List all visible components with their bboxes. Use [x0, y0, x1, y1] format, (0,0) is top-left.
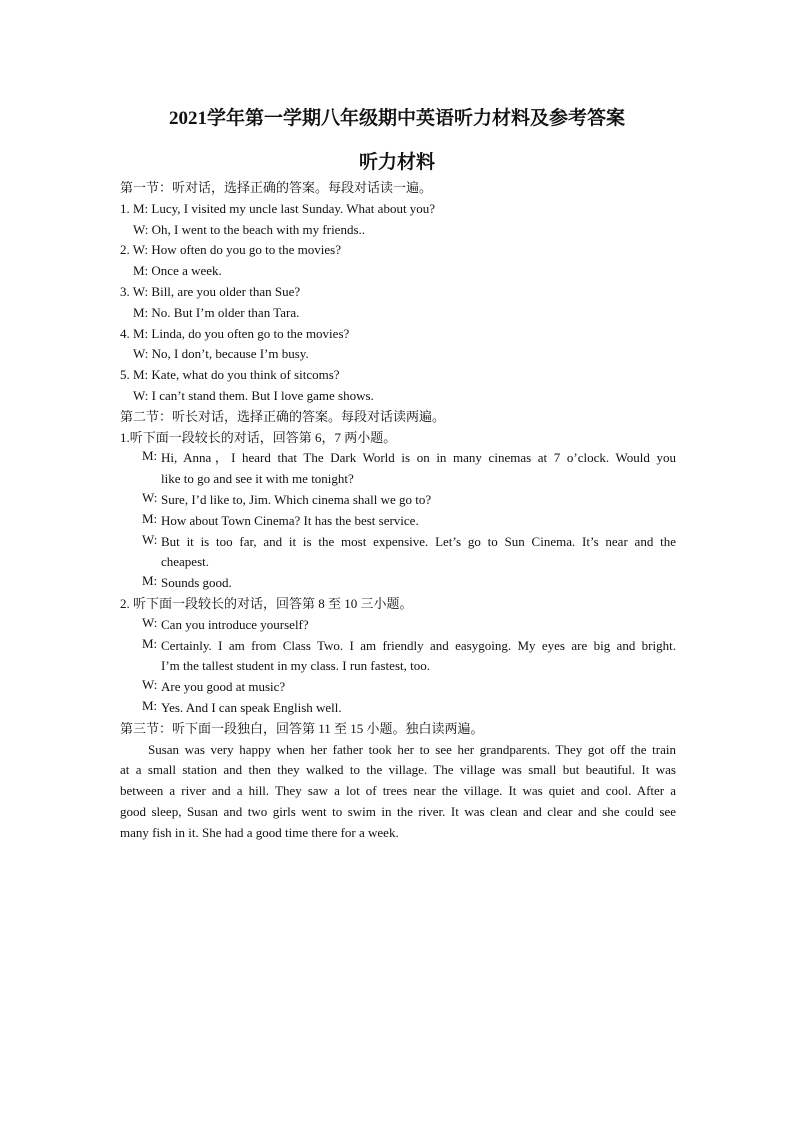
long-dialogue-2-line [120, 698, 676, 719]
dialogue-text: Sounds good. [161, 575, 232, 591]
long-dialogue-2-line [120, 677, 676, 698]
long-dialogue-1-line [120, 511, 676, 532]
section-1-heading: 第一节：听对话，选择正确的答案。每段对话读一遍。 [120, 180, 433, 195]
speaker-label: M: [142, 697, 158, 713]
dialogue-text: Certainly. I am from Class Two. I am friendly and easygoing. My eyes are big and bright. [161, 637, 676, 653]
dialogue-5-question: 5. M: Kate, what do you think of sitcoms? [120, 367, 340, 383]
long-dialogue-1-intro: 1.听下面一段较长的对话，回答第 6，7 两小题。 [120, 429, 397, 445]
speaker-label: M: [142, 573, 158, 589]
paragraph-line: between a river and a hill. They saw a lot of trees near the village. It was quiet and cool. After a [120, 783, 676, 799]
long-dialogue-2-line [120, 615, 676, 636]
speaker-label: W: [142, 677, 158, 693]
dialogue-1-question: 1. M: Lucy, I visited my uncle last Sunday. What about you? [120, 200, 436, 216]
monologue-paragraph [120, 740, 676, 844]
speaker-label: M: [142, 635, 158, 651]
dialogue-text: Can you introduce yourself? [161, 616, 309, 632]
section-2-heading: 第二节：听长对话，选择正确的答案。每段对话读两遍。 [120, 408, 446, 424]
dialogue-text-continued: I’m the tallest student in my class. I run fastest, too. [161, 658, 430, 674]
speaker-label: W: [142, 489, 158, 505]
speaker-label: W: [142, 531, 158, 547]
long-dialogue-2-line [120, 636, 676, 678]
document-body [120, 178, 676, 844]
dialogue-text: Yes. And I can speak English well. [161, 699, 342, 715]
document-subtitle: 听力材料 [358, 152, 435, 173]
dialogue-1-answer: W: Oh, I went to the beach with my friends.. [133, 221, 366, 237]
dialogue-text: But it is too far, and it is the most expensive. Let’s go to Sun Cinema. It’s near and the [161, 533, 676, 549]
long-dialogue-1-line [120, 490, 676, 511]
speaker-label: W: [142, 614, 158, 630]
dialogue-text: Sure, I’d like to, Jim. Which cinema shall we go to? [161, 491, 432, 507]
document-title: 2021学年第一学期八年级期中英语听力材料及参考答案 [168, 108, 625, 129]
dialogue-2-question: 2. W: How often do you go to the movies? [120, 242, 341, 258]
speaker-label: M: [142, 510, 158, 526]
dialogue-3-answer: M: No. But I’m older than Tara. [133, 304, 300, 320]
long-dialogue-2-intro: 2. 听下面一段较长的对话，回答第 8 至 10 三小题。 [120, 595, 413, 611]
dialogue-2-answer: M: Once a week. [133, 263, 222, 279]
paragraph-line: at a small station and then they walked to the village. The village was small but beautiful. It was [120, 762, 676, 778]
dialogue-4-question: 4. M: Linda, do you often go to the movies? [120, 325, 350, 341]
dialogue-3-question: 3. W: Bill, are you older than Sue? [120, 283, 301, 299]
dialogue-5-answer: W: I can’t stand them. But I love game shows. [133, 387, 374, 403]
dialogue-text-continued: like to go and see it with me tonight? [161, 471, 354, 487]
speaker-label: M: [142, 448, 158, 464]
dialogue-4-answer: W: No, I don’t, because I’m busy. [133, 346, 309, 362]
long-dialogue-1-line [120, 448, 676, 490]
long-dialogue-1-line [120, 573, 676, 594]
section-3-heading: 第三节：听下面一段独白，回答第 11 至 15 小题。独白读两遍。 [120, 720, 484, 736]
dialogue-text: Hi, Anna，I heard that The Dark World is on in many cinemas at 7 o’clock. Would you [161, 450, 676, 466]
dialogue-text: How about Town Cinema? It has the best service. [161, 512, 419, 528]
dialogue-text-continued: cheapest. [161, 554, 210, 570]
long-dialogue-1-line [120, 532, 676, 574]
dialogue-text: Are you good at music? [161, 679, 286, 695]
paragraph-line: good sleep, Susan and two girls went to swim in the river. It was clean and clear and she could see [120, 803, 676, 819]
paragraph-line: Susan was very happy when her father took her to see her grandparents. They got off the train [148, 741, 676, 757]
paragraph-line: many fish in it. She had a good time there for a week. [120, 824, 399, 840]
